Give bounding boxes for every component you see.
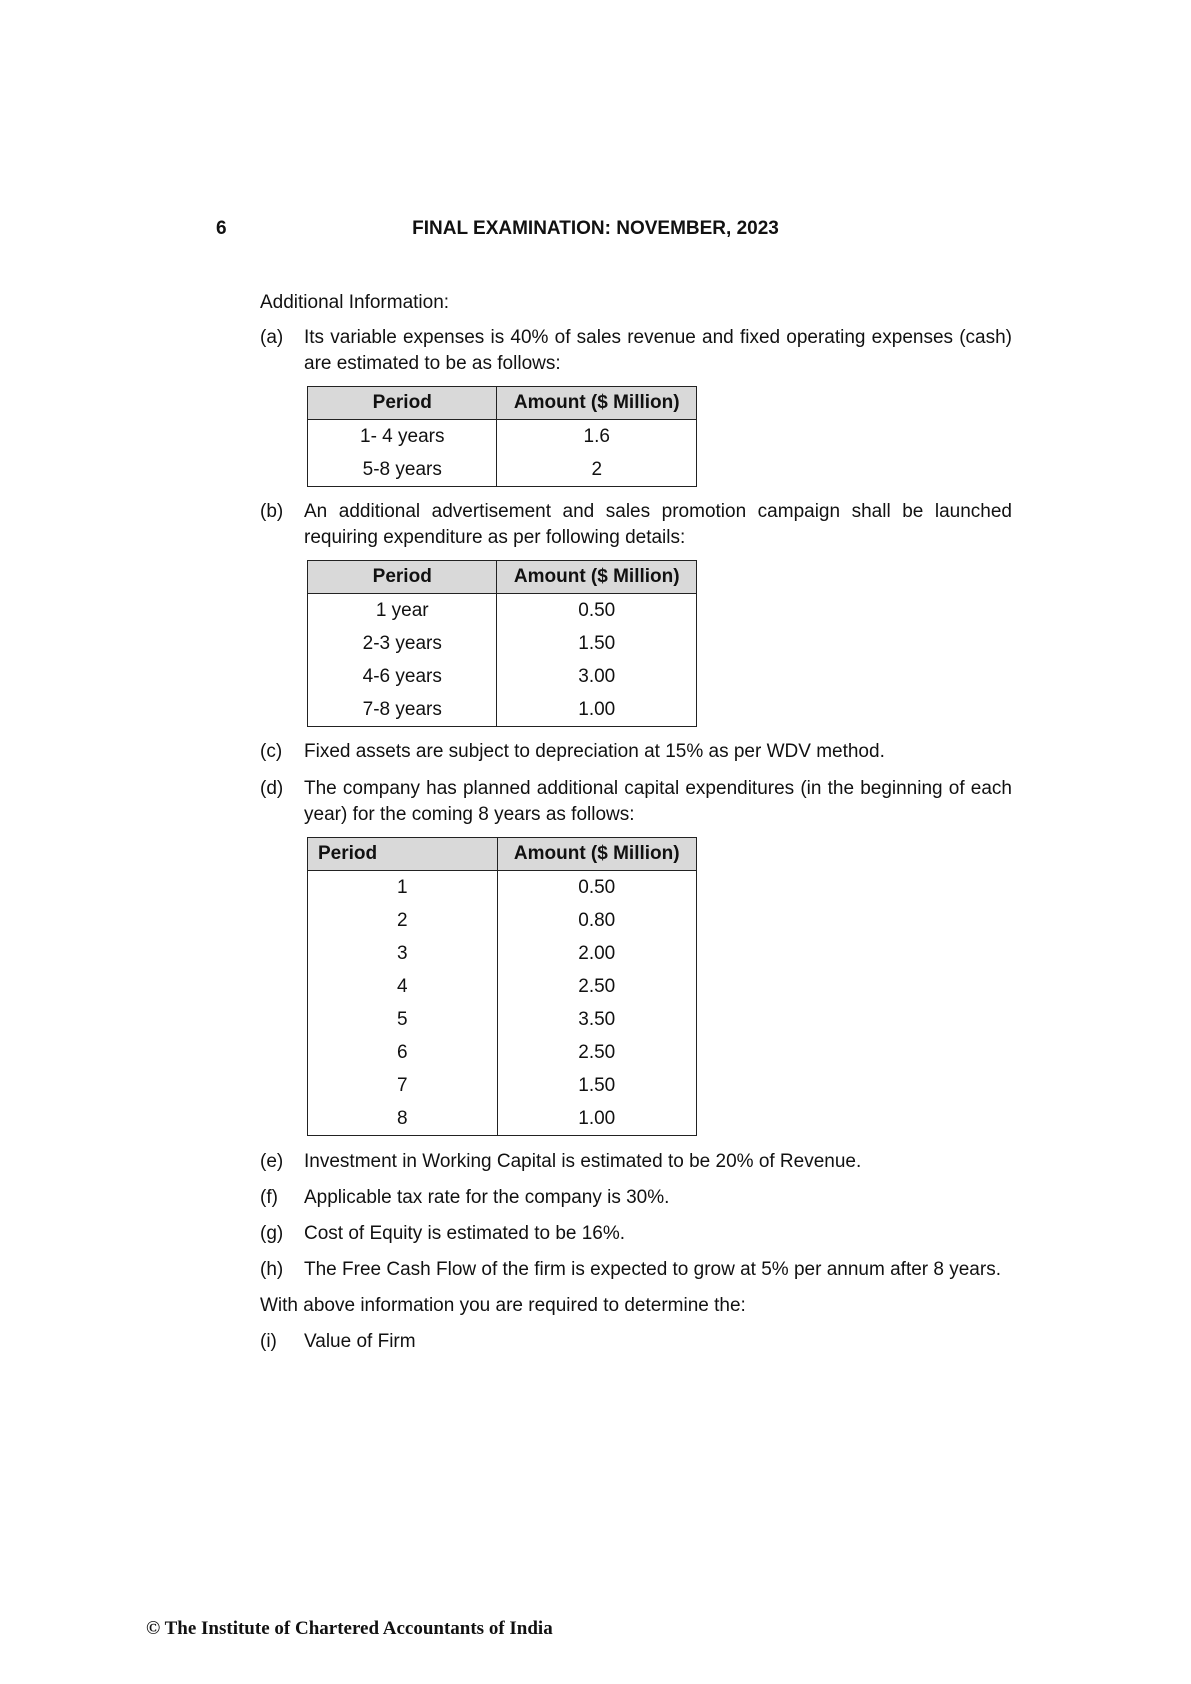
item-c bbox=[260, 739, 1012, 765]
item-a bbox=[260, 325, 1012, 377]
table-row bbox=[308, 627, 697, 660]
item-e bbox=[260, 1149, 1012, 1175]
item-b bbox=[260, 499, 1012, 551]
period-cell: 1 year bbox=[308, 594, 497, 628]
amount-cell: 3.00 bbox=[497, 660, 697, 693]
item-h bbox=[260, 1257, 1012, 1283]
item-text: Fixed assets are subject to depreciation at 15% as per WDV method. bbox=[304, 741, 885, 762]
table-row bbox=[308, 1102, 697, 1136]
table-row bbox=[308, 937, 697, 970]
item-f bbox=[260, 1185, 1012, 1211]
amount-cell: 2.50 bbox=[497, 970, 697, 1003]
item-text: An additional advertisement and sales promotion campaign shall be launched requiring expenditure as per following details: bbox=[304, 501, 1012, 548]
period-cell: 1- 4 years bbox=[308, 420, 497, 454]
item-text: The Free Cash Flow of the firm is expected to grow at 5% per annum after 8 years. bbox=[304, 1259, 1001, 1280]
period-cell: 7-8 years bbox=[308, 693, 497, 727]
table-row bbox=[308, 871, 697, 905]
period-cell: 4 bbox=[308, 970, 498, 1003]
amount-cell: 2 bbox=[497, 453, 697, 487]
amount-cell: 2.00 bbox=[497, 937, 697, 970]
period-cell: 5 bbox=[308, 1003, 498, 1036]
item-label: (e) bbox=[260, 1151, 284, 1172]
amount-cell: 2.50 bbox=[497, 1036, 697, 1069]
table-row bbox=[308, 904, 697, 937]
amount-cell: 1.00 bbox=[497, 1102, 697, 1136]
period-cell: 6 bbox=[308, 1036, 498, 1069]
item-label: (g) bbox=[260, 1223, 284, 1244]
intro-text: Additional Information: bbox=[260, 292, 450, 313]
item-text: Its variable expenses is 40% of sales revenue and fixed operating expenses (cash) are estimated to be as follows: bbox=[304, 327, 1012, 374]
amount-cell: 3.50 bbox=[497, 1003, 697, 1036]
period-cell: 2 bbox=[308, 904, 498, 937]
item-i bbox=[260, 1329, 1012, 1355]
page-header-title: FINAL EXAMINATION: NOVEMBER, 2023 bbox=[412, 218, 779, 239]
column-header: Period bbox=[308, 387, 497, 420]
amount-cell: 0.50 bbox=[497, 871, 697, 905]
table-row bbox=[308, 660, 697, 693]
period-cell: 5-8 years bbox=[308, 453, 497, 487]
advertisement-table bbox=[307, 560, 697, 727]
item-label: (i) bbox=[260, 1331, 277, 1352]
item-label: (b) bbox=[260, 501, 284, 522]
item-label: (c) bbox=[260, 741, 283, 762]
period-cell: 3 bbox=[308, 937, 498, 970]
table-row bbox=[308, 1069, 697, 1102]
column-header: Amount ($ Million) bbox=[497, 561, 697, 594]
table-row bbox=[308, 970, 697, 1003]
amount-cell: 0.50 bbox=[497, 594, 697, 628]
required-text: With above information you are required to determine the: bbox=[260, 1295, 746, 1316]
item-g bbox=[260, 1221, 1012, 1247]
period-cell: 1 bbox=[308, 871, 498, 905]
amount-cell: 0.80 bbox=[497, 904, 697, 937]
table-row bbox=[308, 1003, 697, 1036]
period-cell: 4-6 years bbox=[308, 660, 497, 693]
period-cell: 8 bbox=[308, 1102, 498, 1136]
item-text: Cost of Equity is estimated to be 16%. bbox=[304, 1223, 626, 1244]
table-row bbox=[308, 693, 697, 727]
item-text: Investment in Working Capital is estimated to be 20% of Revenue. bbox=[304, 1151, 862, 1172]
table-row bbox=[308, 1036, 697, 1069]
table-row bbox=[308, 594, 697, 628]
column-header: Amount ($ Million) bbox=[497, 387, 697, 420]
column-header: Period bbox=[308, 561, 497, 594]
amount-cell: 1.50 bbox=[497, 627, 697, 660]
item-label: (h) bbox=[260, 1259, 284, 1280]
amount-cell: 1.50 bbox=[497, 1069, 697, 1102]
copyright-footer: © The Institute of Chartered Accountants of India bbox=[146, 1618, 553, 1639]
item-d bbox=[260, 776, 1012, 828]
item-label: (a) bbox=[260, 327, 284, 348]
capex-table bbox=[307, 837, 697, 1136]
page-number: 6 bbox=[216, 218, 227, 239]
table-row bbox=[308, 420, 697, 454]
period-cell: 2-3 years bbox=[308, 627, 497, 660]
fixed-expenses-table bbox=[307, 386, 697, 487]
amount-cell: 1.6 bbox=[497, 420, 697, 454]
item-text: Applicable tax rate for the company is 30%. bbox=[304, 1187, 670, 1208]
period-cell: 7 bbox=[308, 1069, 498, 1102]
amount-cell: 1.00 bbox=[497, 693, 697, 727]
question-content bbox=[260, 290, 1012, 1355]
item-text: The company has planned additional capital expenditures (in the beginning of each year) for the coming 8 years as follows: bbox=[304, 778, 1012, 825]
table-row bbox=[308, 453, 697, 487]
item-label: (f) bbox=[260, 1187, 278, 1208]
item-text: Value of Firm bbox=[304, 1331, 416, 1352]
column-header: Period bbox=[308, 838, 498, 871]
item-label: (d) bbox=[260, 778, 284, 799]
column-header: Amount ($ Million) bbox=[497, 838, 697, 871]
